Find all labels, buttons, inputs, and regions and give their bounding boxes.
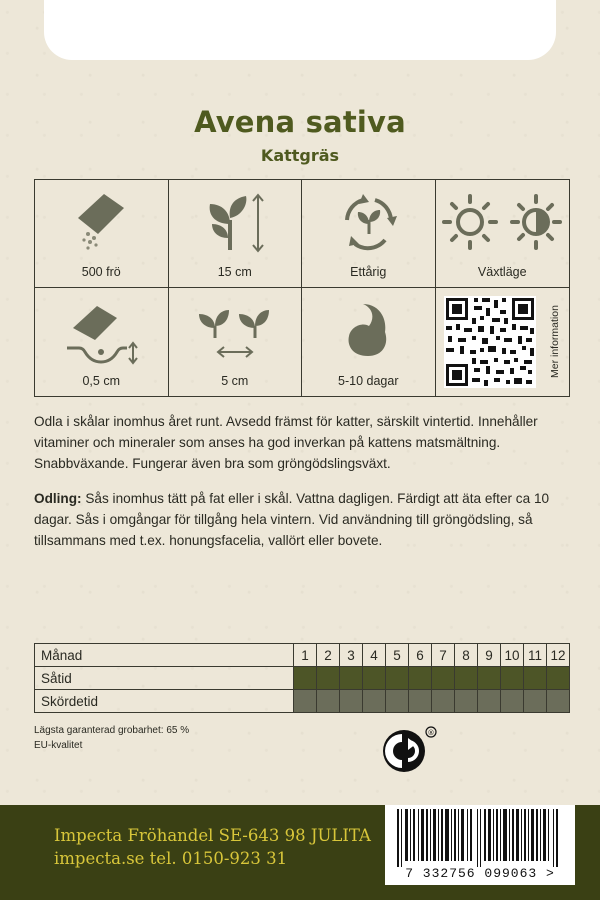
harvest-month-cell [317, 690, 340, 713]
sowing-row-label: Såtid [35, 667, 294, 690]
calendar-row-harvest [35, 690, 570, 713]
harvest-month-cell [340, 690, 363, 713]
month-cell: 8 [455, 644, 478, 667]
sowing-month-cell [340, 667, 363, 690]
sowing-month-cell [409, 667, 432, 690]
month-cell: 9 [478, 644, 501, 667]
growing-info-grid [34, 179, 570, 397]
germination-icon [333, 298, 403, 366]
harvest-month-cell [524, 690, 547, 713]
company-address: Impecta Fröhandel SE-643 98 JULITA [54, 826, 371, 845]
grid-cell-height [169, 180, 303, 288]
month-header-label: Månad [35, 644, 294, 667]
germination-label: 5-10 dagar [338, 374, 399, 388]
plant-spacing-label: 5 cm [221, 374, 249, 388]
grid-cell-spacing [169, 288, 303, 396]
sowing-month-cell [524, 667, 547, 690]
green-dot-recycle-icon [382, 726, 442, 776]
harvest-month-cell [432, 690, 455, 713]
annual-cycle-icon [333, 190, 403, 258]
grid-cell-germination [302, 288, 436, 396]
month-cell: 2 [317, 644, 340, 667]
plant-height-icon [200, 190, 270, 258]
sowing-month-cell [455, 667, 478, 690]
sowing-month-cell [363, 667, 386, 690]
harvest-month-cell [409, 690, 432, 713]
sowing-month-cell [317, 667, 340, 690]
month-cell: 7 [432, 644, 455, 667]
sowing-depth-icon [61, 298, 141, 368]
qr-code-icon[interactable] [444, 296, 536, 388]
barcode-bars [385, 809, 575, 869]
harvest-month-cell [363, 690, 386, 713]
month-cell: 1 [294, 644, 317, 667]
barcode [385, 805, 575, 885]
registered-mark: ® [427, 729, 435, 737]
sowing-depth-label: 0,5 cm [82, 374, 120, 388]
harvest-month-cell [294, 690, 317, 713]
calendar-row-sowing [35, 667, 570, 690]
sowing-month-cell [386, 667, 409, 690]
more-info-label: Mer information [549, 305, 561, 379]
month-cell: 11 [524, 644, 547, 667]
grid-cell-seeds [35, 180, 169, 288]
sowing-month-cell [294, 667, 317, 690]
sowing-month-cell [547, 667, 570, 690]
plant-spacing-icon [195, 298, 275, 362]
cultivation-heading: Odling: [34, 491, 82, 506]
harvest-month-cell [478, 690, 501, 713]
grid-cell-depth [35, 288, 169, 396]
grid-cell-location [436, 180, 570, 288]
species-title: Avena sativa [194, 105, 406, 139]
location-label: Växtläge [477, 265, 527, 279]
harvest-month-cell [455, 690, 478, 713]
sowing-month-cell [478, 667, 501, 690]
plant-height-label: 15 cm [217, 265, 252, 279]
cultivation-text [34, 488, 574, 551]
month-cell: 5 [386, 644, 409, 667]
sun-halfshade-icon [440, 190, 564, 254]
harvest-month-cell [386, 690, 409, 713]
barcode-number: 7 332756 099063 > [405, 866, 555, 881]
description-text: Odla i skålar inomhus året runt. Avsedd främst för katter, särskilt vintertid. Innehåller vitaminer och mineraler som anses ha god inverkan på kattens matsmältning. Snabbväxande. Fungerar även bra som gröngödslingsväxt. [34, 414, 538, 471]
sowing-calendar [34, 643, 570, 713]
month-cell: 12 [547, 644, 570, 667]
harvest-month-cell [547, 690, 570, 713]
germination-rate-note: Lägsta garanterad grobarhet: 65 % [34, 725, 190, 736]
month-cell: 4 [363, 644, 386, 667]
seed-packet-icon [66, 190, 136, 258]
cultivation-body: Sås inomhus tätt på fat eller i skål. Vattna dagligen. Färdigt att äta efter ca 10 dagar. Sås i omgångar för tillgång hela vintern. Vid användning till gröngödsling, så tillsammans med t.ex. honungsfacelia, vallört eller bovete. [34, 491, 550, 548]
seed-count-label: 500 frö [81, 265, 121, 279]
lifecycle-label: Ettårig [350, 265, 387, 279]
sowing-month-cell [432, 667, 455, 690]
sowing-month-cell [501, 667, 524, 690]
month-cell: 10 [501, 644, 524, 667]
hang-hole [44, 0, 556, 60]
common-name: Kattgräs [260, 146, 340, 165]
grid-cell-qr [436, 288, 570, 396]
company-contact: impecta.se tel. 0150-923 31 [54, 849, 288, 868]
quality-note: EU-kvalitet [34, 740, 83, 751]
harvest-row-label: Skördetid [35, 690, 294, 713]
harvest-month-cell [501, 690, 524, 713]
month-cell: 3 [340, 644, 363, 667]
grid-cell-lifecycle [302, 180, 436, 288]
calendar-header-row [35, 644, 570, 667]
month-cell: 6 [409, 644, 432, 667]
